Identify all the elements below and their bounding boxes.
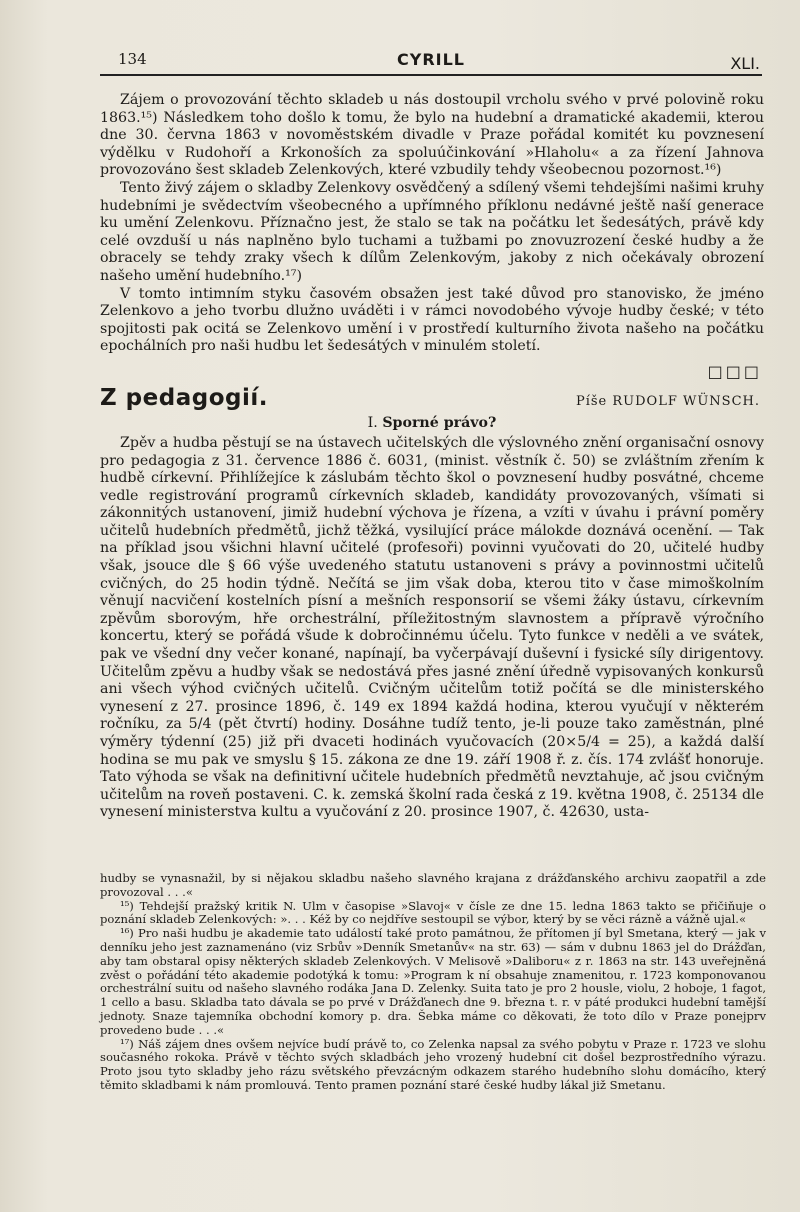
footnote-17: ¹⁷) Náš zájem dnes ovšem nejvíce budí právě to, co Zelenka napsal za svého pobytu v Praze r. 1723 ve slohu současného rokoka. Právě v těchto svých skladbách jeho vrozený hudební cit došel bezprostředního výrazu. Proto jsou tyto skladby jeho rázu světského převzácným odkazem starého hudebního slohu domácího, který těmito skladbami k nám promlouvá. Tento pramen poznání staré české hudby lákal již Smetanu. [100,1036,766,1092]
section-divider-ornament: □□□ [707,361,762,381]
paragraph: V tomto intimním styku časovém obsažen jest také důvod pro stanovisko, že jméno Zelenkovo a jeho tvorbu dlužno uváděti i v rámci novodobého vývoje hudby české; v této spojitosti pak ocitá se Zelenkovo umění i v prostředí kulturního života našeho na počátku epochálních pro naši hudbu let šedesátých v minulém století. [100,285,764,355]
paragraph: Tento živý zájem o skladby Zelenkovy osvědčený a sdílený všemi tehdejšími našimi kruhy hudebními je svědectvím všeobecného a upřímného příklonu nedávné ještě naší generace ku umění Zelenkovu. Příznačno jest, že stalo se tak na počátku let šedesátých, právě kdy celé ovzduší u nás naplněno bylo tuchami a tužbami po znovuzrození české hudby a že obracely se tehdy zraky všech k dílům Zelenkovým, jakoby z nich očekávaly obrození našeho umění hudebního.¹⁷) [100,179,764,284]
subheading-title: Sporné právo? [382,414,497,431]
subheading-number: I. [367,414,378,431]
footnote-continuation: hudby se vynasnažil, by si nějakou skladbu našeho slavného krajana z drážďanského archivu zaopatřil a zde provozoval . . .« [100,871,766,899]
journal-title: CYRILL [397,50,465,69]
footnote-16: ¹⁶) Pro naši hudbu je akademie tato událostí také proto památnou, že přítomen jí byl Smetana, který — jak v denníku jeho jest zaznamenáno (viz Srbův »Denník Smetanův« na str. 63) — sám v dubnu 1863 jel do Drážďan, aby tam obstaral opisy některých skladeb Zelenkových. V Melisově »Daliboru« z r. 1863 na str. 143 uveřejněná zvěst o pořádání této akademie podotýká k tomu: »Program k ní obsahuje znamenitou, r. 1723 komponovanou orchestrální suitu od našeho slavného rodáka Jana D. Zelenky. Suita tato je pro 2 housle, violu, 2 hoboje, 1 fagot, 1 cello a basu. Skladba tato dávala se po prvé v Drážďanech dne 9. března t. r. v páté produkci hudební tamější jednoty. Snaze tajemníka obchodní komory p. dra. Šebka máme co děkovati, že toto dílo v Praze ponejprv provedeno bude . . .« [100,926,766,1037]
paragraph: Zájem o provozování těchto skladeb u nás dostoupil vrcholu svého v prvé polovině roku 1863.¹⁵) Následkem toho došlo k tomu, že bylo na hudební a dramatické akademii, kterou dne 30. června 1863 v novoměstském divadle v Praze pořádal komitét ku povznesení výdělku v Rudohoří a Krkonoších za spoluúčinkování »Hlaholu« a za řízení Jahnova provozováno šest skladeb Zelenkových, které vzbudily tehdy všeobecnou pozornost.¹⁶) [100,92,764,179]
section-author: Píše RUDOLF WÜNSCH. [575,393,760,409]
page-number: 134 [118,50,147,68]
section-header [100,385,764,411]
running-header [100,50,762,76]
volume-number: XLI. [730,54,760,73]
paragraph: Zpěv a hudba pěstují se na ústavech učitelských dle výslovného znění organisační osnovy pro pedagogia z 31. července 1886 č. 6031, (minist. věstník č. 50) se zvláštním zřením k hudbě církevní. Přihlížejíce k záslubám těchto škol o povznesení hudby posvátné, chceme vedle registrování programů církevních skladeb, kandidáty provozovaných, všímati si zákonnitých ustanovení, jimiž hudební výchova je řízena, a vzíti v úvahu i právní poměry učitelů hudebních předmětů, jichž těžká, vysilující práce málokde doznává ocenění. — Tak na příklad jsou všichni hlavní učitelé (profesoři) povinni vyučovati do 20, učitelé hudby však, jsouce dle § 66 výše uvedeného statutu ustanoveni s právy a povinnostmi učitelů cvičných, do 25 hodin týdně. Nečítá se jim však doba, kterou tito v čase mimoškolním věnují nacvičení kostelních písní a mešních responsorií se všemi žáky ústavu, církevním zpěvům sborovým, hře orchestrální, příležitostným slavnostem a přípravě výročního koncertu, který se pořádá všude k dobročinnému účelu. Tyto funkce v neděli a ve svátek, pak ve všední dny večer konané, napínají, ba vyčerpávají duševní i fysické síly dirigentovy. Učitelům zpěvu a hudby však se nedostává přes jasné znění úředně vypisovaných konkursů ani všech výhod cvičných učitelů. Cvičným učitelům totiž počítá se dle ministerského vynesení z 27. prosince 1896, č. 149 ex 1894 každá hodina, kterou vyučují v některém ročníku, za 5/4 (pět čtvrtí) hodiny. Dosáhne tudíž tento, je-li pouze tako zaměstnán, plné výměry týdenní (25) již při dvaceti hodinách vyučovacích (20×5/4 = 25), a každá další hodina se mu pak ve smyslu § 15. zákona ze dne 19. září 1908 ř. z. čís. 174 zvlášť honoruje. Tato výhoda se však na definitivní učitele hudebních předmětů nevztahuje, ač jsou cvičným učitelům na roveň postaveni. C. k. zemská školní rada česká z 19. května 1908, č. 25134 dle vynesení ministerstva kultu a vyučování z 20. prosince 1907, č. 42630, usta- [100,434,764,821]
footnote-15: ¹⁵) Tehdejší pražský kritik N. Ulm v časopise »Slavoj« v čísle ze dne 15. ledna 1863 takto se přičiňuje o poznání skladeb Zelenkových: ». . . Kéž by co nejdříve sestoupil se výbor, který by se věci rázně a vážně ujal.« [100,898,766,927]
subheading [100,415,764,431]
main-text [100,92,764,822]
footnotes [100,872,766,1093]
section-title: Z pedagogií. [100,384,268,411]
